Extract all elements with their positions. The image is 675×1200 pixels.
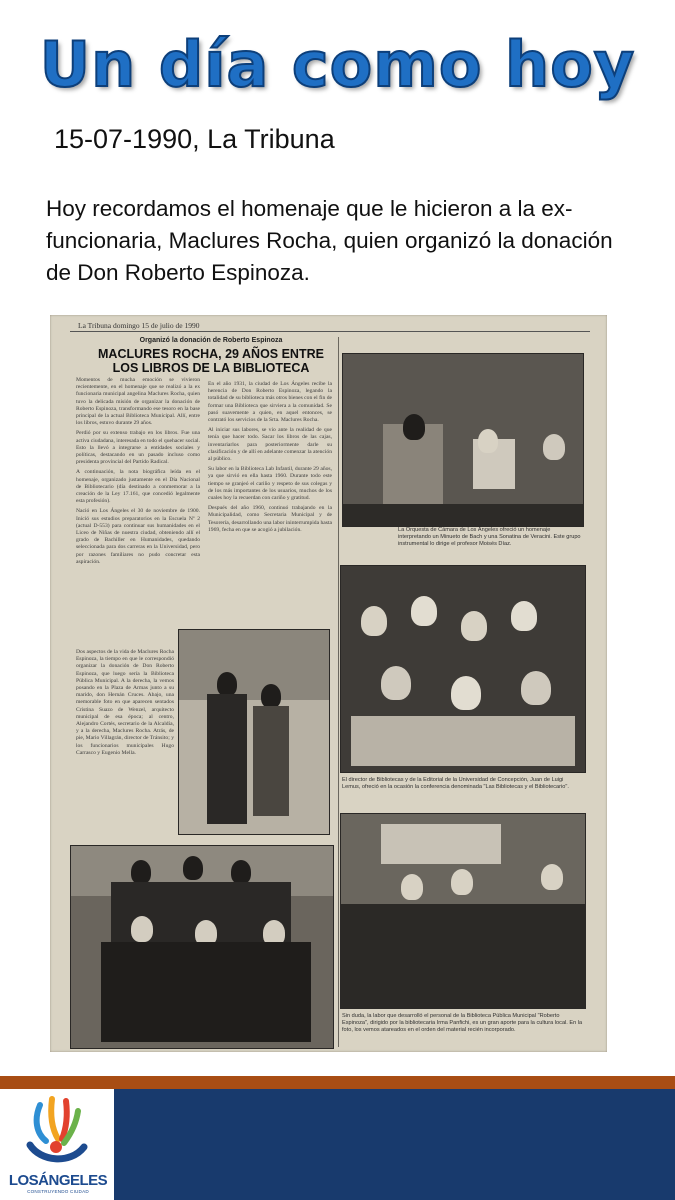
los-angeles-logo-icon xyxy=(0,1089,114,1173)
column-divider xyxy=(338,337,339,1047)
logo-wordmark: LOSÁNGELES xyxy=(8,1172,108,1189)
photo-figure xyxy=(541,864,563,890)
clipping-kicker: Organizó la donación de Roberto Espinoza xyxy=(139,337,283,344)
photo-figure xyxy=(451,869,473,895)
article-paragraph: Dos aspectos de la vida de Maclures Rocha Espinoza, la tiempo en que le correspondió organizar la donación de Don Roberto Espinoza, que luego sería la Biblioteca Pública Municipal. A la derecha, la vemos posando en la Plaza de Armas junto a su marido, don Hernán Cruces. Abajo, una memorable foto en que aparecen sentados Cristina Suazo de Wenzel, arquitecto municipal de esa época; al centro, Alejandro Cortés, secretario de la Alcaldía, y a la derecha, Maclures Rocha. Atrás, de pie, Mario Villagrán, director de Tránsito; y los funcionarios municipales Hugo Carrasco y Eugenio Mella. xyxy=(76,649,174,756)
photo-figure xyxy=(231,860,251,884)
article-paragraph: Su labor en la Biblioteca Lab Infantil, durante 29 años, ya que sirvió en ella hasta 1960. Durante todo este tiempo se granjeó el cariño y respeto de sus colegas y de los más importantes de los usuarios, muchos de los cuales hoy la recuerdan con cariño y gratitud. xyxy=(208,466,332,502)
photo-highlight xyxy=(381,824,501,864)
audience-caption: El director de Bibliotecas y de la Editorial de la Universidad de Concepción, Juan de Luigi Lemus, ofreció en la ocasión la conferencia denominada "Las Bibliotecas y el Bibliotecario". xyxy=(342,777,569,790)
photo-figure xyxy=(131,916,153,942)
couple-photo xyxy=(178,629,330,835)
photo-figure xyxy=(381,666,411,700)
photo-highlight xyxy=(351,716,575,766)
article-paragraph: Perdió por su extenso trabajo en los libros. Fue una activa ciudadana, interesada en todo el quehacer social. Esto la llevó a integrarse a entidades sociales y políticas, destacando en un pasado incluso como presidenta provincial del Partido Radical. xyxy=(76,430,200,466)
clipping-rule xyxy=(70,331,590,332)
article-paragraph: En el año 1931, la ciudad de Los Ángeles recibe la herencia de Don Roberto Espinoza, legando la totalidad de su biblioteca más otros bienes con el fin de formar una Biblioteca que sirviera a la comunidad. Se pasó suavemente a quien, en aquel entonces, se contrató los servicios de la Srta. Maclures Rocha. xyxy=(208,381,332,424)
article-paragraph: Momentos de mucha emoción se vivieron recientemente, en el homenaje que se realizó a la ex funcionaria municipal angelina Maclures Rocha, quien tuvo la delicada misión de organizar la donación de Roberto Espinoza, transformando ese tesoro en la base principal de la actual Biblioteca Municipal. Allí, entre los libros, estuvo durante 29 años. xyxy=(76,377,200,427)
article-column-1 xyxy=(76,377,200,639)
photo-figure xyxy=(521,671,551,705)
clipping-masthead: La Tribuna domingo 15 de julio de 1990 xyxy=(78,321,200,330)
library-staff-photo xyxy=(340,813,586,1009)
photo-figure xyxy=(451,676,481,710)
article-paragraph: Al iniciar sus labores, se vio ante la realidad de que tenía que hacer todo. Sacar los libros de las cajas, inventariarlos para posteriormente darle su clasificación y de allí en adelante comenzar la atención al público. xyxy=(208,427,332,463)
photo-figure xyxy=(183,856,203,880)
page-title: Un día como hoy xyxy=(39,28,636,101)
photo-figure xyxy=(511,601,537,631)
photo-figure xyxy=(131,860,151,884)
dateline: 15-07-1990, La Tribuna xyxy=(54,124,335,154)
photo-figure xyxy=(543,434,565,460)
photo-figure-body xyxy=(207,694,247,824)
photo-figure xyxy=(411,596,437,626)
photo-figure xyxy=(403,414,425,440)
article-paragraph: A continuación, la nota biográfica leída en el homenaje, organizado justamente en el Día Nacional de Bibliotecario (día destinado a conmemorar a la creación de la Ley 17.161, que concedió legalmente esta profesión). xyxy=(76,469,200,505)
photo-figure xyxy=(217,672,237,696)
photo-figure xyxy=(401,874,423,900)
orchestra-caption: La Orquesta de Cámara de Los Ángeles ofreció un homenaje interpretando un Minueto de Bach y una Sonatina de Veracini. Este grupo instrumental lo dirige el profesor Moisés Díaz. xyxy=(398,527,581,547)
library-staff-caption: Sin duda, la labor que desarrolló el personal de la Biblioteca Pública Municipal "Roberto Espinoza", dirigido por la bibliotecaria Irma Panfichi, es un gran aporte para la cultura local. En la foto, los vemos atareados en el orden del material recién incorporado. xyxy=(342,1013,583,1033)
article-paragraph: Nació en Los Ángeles el 30 de noviembre de 1900. Inició sus estudios preparatorios en la Escuela Nº 2 (actual D-553) para continuar sus humanidades en el Liceo de Niñas de nuestra ciudad, obteniendo allí el grado de Bachiller en Humanidades, quedando seleccionada para dos carreras en la Universidad, pero por razones familiares no pudo concretar esta aspiración. xyxy=(76,508,200,565)
logo-tagline: CONSTRUYENDO CIUDAD xyxy=(27,1189,89,1194)
footer-accent-band xyxy=(0,1076,675,1089)
group-photo xyxy=(70,845,334,1049)
clipping-headline: MACLURES ROCHA, 29 AÑOS ENTRE LOS LIBROS DE LA BIBLIOTECA xyxy=(98,347,324,375)
photo-shadow xyxy=(341,904,585,1008)
intro-paragraph: Hoy recordamos el homenaje que le hicieron a la ex-funcionaria, Maclures Rocha, quien organizó la donación de Don Roberto Espinoza. xyxy=(46,196,613,285)
photo-figure xyxy=(361,606,387,636)
article-paragraph: Después del año 1960, continuó trabajando en la Municipalidad, como Secretaria Municipal y de Tesorería, desarrollando una labor ininterrumpida hasta 1969, fecha en que se acogió a jubilación. xyxy=(208,505,332,533)
orchestra-photo xyxy=(342,353,584,527)
audience-photo xyxy=(340,565,586,773)
newspaper-clipping xyxy=(50,315,607,1052)
photo-figure xyxy=(261,684,281,708)
photo-figure xyxy=(478,429,498,453)
photo-figure-body xyxy=(101,942,311,1042)
photo-figure xyxy=(461,611,487,641)
photo-shadow xyxy=(343,504,583,526)
photo-shadow xyxy=(179,630,329,700)
article-column-2 xyxy=(208,381,332,639)
article-column-3 xyxy=(76,649,174,839)
photo-figure-body xyxy=(253,706,289,816)
